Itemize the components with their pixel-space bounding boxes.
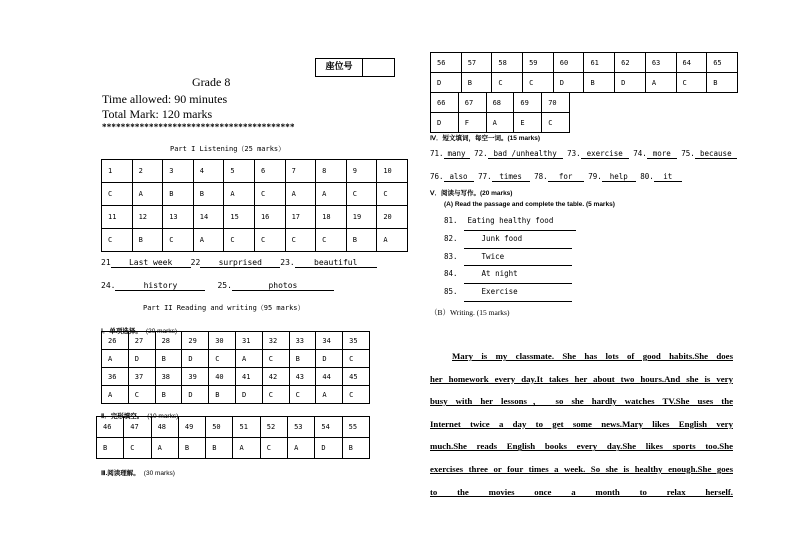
reading-top-row [431, 53, 738, 73]
listening-cell: 13 [163, 206, 194, 229]
single-choice-cell: B [209, 386, 236, 404]
reading-answer-table-top [430, 52, 738, 93]
single-choice-cell: 41 [235, 368, 262, 386]
sec1-marks: (20 marks) [145, 328, 177, 335]
single-choice-cell: 44 [316, 368, 343, 386]
reading-bottom-row [431, 113, 570, 133]
reading-bottom-row [431, 93, 570, 113]
seat-value [363, 59, 394, 76]
listening-cell: A [224, 183, 255, 206]
single-choice-cell: 43 [289, 368, 316, 386]
reading-bottom-cell: 67 [458, 93, 486, 113]
fill-80-answer: it [654, 172, 682, 182]
fill-75-num: 75. [681, 149, 695, 158]
fill-21-num: 21 [101, 258, 111, 267]
cloze-cell: B [206, 438, 233, 459]
fill-80-num: 80. [640, 172, 654, 181]
listening-cell: 10 [377, 160, 408, 183]
reading-top-cell: 57 [461, 53, 492, 73]
cloze-row [97, 438, 370, 459]
reading-bottom-cell: E [514, 113, 542, 133]
listening-cell: A [132, 183, 163, 206]
sec5b-instruction: （B）Writing. (15 marks) [430, 308, 510, 317]
sec1-label: Ⅰ．单项选择。 [101, 328, 142, 335]
listening-cell: C [224, 229, 255, 252]
reading-top-cell: 61 [584, 53, 615, 73]
reading-top-cell: 65 [707, 53, 738, 73]
fill-22-num: 22 [190, 258, 201, 267]
cloze-cell: C [124, 438, 151, 459]
single-choice-cell: A [102, 350, 129, 368]
listening-row [102, 183, 408, 206]
single-choice-cell: A [235, 350, 262, 368]
single-choice-cell: 26 [102, 332, 129, 350]
single-choice-cell: 34 [316, 332, 343, 350]
single-choice-cell: C [128, 386, 155, 404]
sec3-label: Ⅲ.阅读理解。 [101, 470, 140, 477]
table-fill-84 [444, 266, 576, 284]
fill-71-num: 71. [430, 149, 444, 158]
cloze-cell: A [288, 438, 315, 459]
star-divider: ***************************************** [102, 122, 295, 132]
essay-line-5-text: much.She reads English books every day.She likes sports too.She [430, 441, 733, 452]
fill-74-num: 74. [633, 149, 647, 158]
reading-bottom-cell: 68 [486, 93, 514, 113]
listening-cell: B [193, 183, 224, 206]
fill-73-num: 73. [567, 149, 581, 158]
listening-cell: 2 [132, 160, 163, 183]
single-choice-cell: 38 [155, 368, 182, 386]
table-fill-list [444, 213, 576, 302]
cloze-cell: D [315, 438, 342, 459]
fill-81-num: 81. [444, 216, 458, 225]
reading-top-cell: C [676, 73, 707, 93]
reading-top-cell: 63 [645, 53, 676, 73]
listening-cell: C [102, 183, 133, 206]
listening-cell: 1 [102, 160, 133, 183]
listening-cell: C [346, 183, 377, 206]
listening-cell: 8 [316, 160, 347, 183]
fill-82-answer: Junk food [464, 231, 572, 249]
listening-cell: 6 [254, 160, 285, 183]
fill-75-answer: because [695, 149, 737, 159]
cloze-cell: 52 [260, 417, 287, 438]
fill-76-num: 76. [430, 172, 444, 181]
seat-label: 座位号 [316, 59, 363, 76]
cloze-row [97, 417, 370, 438]
listening-cell: C [254, 183, 285, 206]
essay-line-4-text: Internet twice a day to get some news.Mary likes English very [430, 418, 733, 429]
fill-81-answer: Eating healthy food [464, 213, 576, 231]
essay-line-7-text: to the movies once a month to relax herself. [430, 486, 733, 497]
single-choice-row [102, 368, 370, 386]
listening-cell: 7 [285, 160, 316, 183]
fill-71-answer: many [444, 149, 470, 159]
single-choice-row [102, 350, 370, 368]
listening-cell: A [316, 183, 347, 206]
single-choice-cell: 27 [128, 332, 155, 350]
single-choice-cell: 30 [209, 332, 236, 350]
single-choice-cell: C [209, 350, 236, 368]
single-choice-cell: D [128, 350, 155, 368]
reading-bottom-cell: A [486, 113, 514, 133]
reading-top-cell: A [645, 73, 676, 93]
essay-line-6-text: exercises three or four times a week. So she is healthy enough.She goes [430, 463, 733, 474]
listening-cell: A [285, 183, 316, 206]
reading-top-cell: B [707, 73, 738, 93]
single-choice-row [102, 386, 370, 404]
fill-22-answer: surprised [200, 258, 280, 268]
single-choice-cell: A [102, 386, 129, 404]
sec2-marks: (10 marks) [147, 413, 179, 420]
listening-cell: 15 [224, 206, 255, 229]
listening-answer-table [101, 159, 408, 252]
reading-top-cell: 56 [431, 53, 462, 73]
fill-77-num: 77. [478, 172, 492, 181]
reading-top-cell: C [523, 73, 554, 93]
listening-cell: C [102, 229, 133, 252]
single-choice-cell: C [343, 386, 370, 404]
listening-cell: C [377, 183, 408, 206]
fill-85-answer: Exercise [464, 284, 572, 302]
word-fill-row-2 [430, 172, 682, 182]
reading-top-row [431, 73, 738, 93]
listening-cell: 9 [346, 160, 377, 183]
fill-74-answer: more [647, 149, 677, 159]
cloze-cell: B [178, 438, 205, 459]
listening-cell: A [193, 229, 224, 252]
table-fill-85 [444, 284, 576, 302]
cloze-cell: A [233, 438, 260, 459]
essay-line-2-text: her homework every day.It takes her about two hours.And she is very [430, 373, 733, 384]
cloze-cell: A [151, 438, 178, 459]
fill-72-answer: bad /unhealthy [488, 149, 563, 159]
cloze-cell: 51 [233, 417, 260, 438]
reading-top-cell: B [584, 73, 615, 93]
single-choice-cell: B [289, 350, 316, 368]
listening-cell: C [254, 229, 285, 252]
reading-top-cell: D [553, 73, 584, 93]
seat-box [315, 58, 395, 77]
part1-title: Part I Listening（25 marks） [170, 145, 286, 153]
listening-cell: B [132, 229, 163, 252]
table-fill-83 [444, 249, 576, 267]
essay-line-2 [430, 368, 733, 391]
single-choice-cell: 35 [343, 332, 370, 350]
listening-fill-row-2 [101, 281, 334, 291]
fill-82-num: 82. [444, 233, 458, 243]
listening-cell: 12 [132, 206, 163, 229]
sec5a-instruction: (A) Read the passage and complete the table. (5 marks) [444, 201, 615, 208]
single-choice-cell: 37 [128, 368, 155, 386]
essay-line-1-text: Mary is my classmate. She has lots of good habits.She does [452, 351, 733, 361]
single-choice-cell: C [262, 386, 289, 404]
single-choice-cell: B [155, 386, 182, 404]
total-mark: Total Mark: 120 marks [102, 107, 213, 121]
reading-top-cell: 62 [615, 53, 646, 73]
listening-cell: 16 [254, 206, 285, 229]
cloze-cell: C [260, 438, 287, 459]
reading-top-cell: 59 [523, 53, 554, 73]
single-choice-cell: D [182, 350, 209, 368]
single-choice-cell: D [235, 386, 262, 404]
sec3-heading [101, 462, 175, 480]
fill-85-num: 85. [444, 287, 458, 297]
single-choice-cell: 40 [209, 368, 236, 386]
essay-line-6 [430, 458, 733, 481]
cloze-answer-table [96, 416, 370, 459]
listening-cell: A [377, 229, 408, 252]
cloze-cell: 55 [342, 417, 369, 438]
listening-cell: 17 [285, 206, 316, 229]
reading-top-cell: 58 [492, 53, 523, 73]
part2-title: Part II Reading and writing（95 marks） [143, 304, 305, 312]
single-choice-cell: 28 [155, 332, 182, 350]
cloze-cell: 50 [206, 417, 233, 438]
fill-21-answer: Last week [111, 258, 191, 268]
single-choice-cell: 33 [289, 332, 316, 350]
listening-cell: B [163, 183, 194, 206]
listening-cell: 20 [377, 206, 408, 229]
fill-23-num: 23. [280, 258, 295, 267]
listening-cell: B [346, 229, 377, 252]
fill-25-num: 25. [217, 281, 232, 290]
sec3-marks: (30 marks) [143, 470, 175, 477]
listening-row [102, 206, 408, 229]
listening-cell: C [163, 229, 194, 252]
single-choice-cell: 39 [182, 368, 209, 386]
reading-top-cell: 60 [553, 53, 584, 73]
reading-bottom-cell: 66 [431, 93, 459, 113]
essay-line-7 [430, 481, 733, 504]
reading-top-cell: D [615, 73, 646, 93]
listening-fill-row-1 [101, 258, 377, 268]
cloze-cell: 48 [151, 417, 178, 438]
fill-77-answer: times [492, 172, 530, 182]
reading-bottom-cell: 70 [542, 93, 570, 113]
single-choice-answer-table [101, 331, 370, 404]
listening-row [102, 160, 408, 183]
single-choice-cell: C [343, 350, 370, 368]
listening-cell: 19 [346, 206, 377, 229]
fill-83-answer: Twice [464, 249, 572, 267]
fill-76-answer: also [444, 172, 474, 182]
listening-cell: C [285, 229, 316, 252]
essay-line-1 [430, 345, 733, 368]
single-choice-cell: 45 [343, 368, 370, 386]
reading-answer-table-bottom [430, 92, 570, 133]
fill-79-num: 79. [588, 172, 602, 181]
fill-24-answer: history [115, 281, 205, 291]
fill-83-num: 83. [444, 251, 458, 261]
single-choice-cell: C [289, 386, 316, 404]
listening-cell: 5 [224, 160, 255, 183]
essay-line-3 [430, 390, 733, 413]
reading-top-cell: B [461, 73, 492, 93]
single-choice-row [102, 332, 370, 350]
fill-79-answer: help [602, 172, 636, 182]
reading-top-cell: C [492, 73, 523, 93]
writing-essay [430, 345, 733, 503]
listening-cell: 4 [193, 160, 224, 183]
single-choice-cell: A [316, 386, 343, 404]
essay-line-3-text: busy with her lessons， so she hardly watches TV.She uses the [430, 396, 733, 407]
sec4-label: Ⅳ．短文填词，每空一词。(15 marks) [430, 135, 541, 142]
essay-line-5 [430, 435, 733, 458]
single-choice-cell: D [316, 350, 343, 368]
cloze-cell: 54 [315, 417, 342, 438]
fill-78-num: 78. [534, 172, 548, 181]
single-choice-cell: D [182, 386, 209, 404]
single-choice-cell: 32 [262, 332, 289, 350]
single-choice-cell: C [262, 350, 289, 368]
table-fill-82 [444, 231, 576, 249]
cloze-cell: B [97, 438, 124, 459]
fill-84-answer: At night [464, 266, 572, 284]
grade-title: Grade 8 [192, 75, 231, 89]
fill-78-answer: for [548, 172, 584, 182]
essay-line-4 [430, 413, 733, 436]
listening-cell: 3 [163, 160, 194, 183]
table-fill-81 [444, 213, 576, 231]
listening-cell: C [316, 229, 347, 252]
single-choice-cell: B [155, 350, 182, 368]
reading-top-cell: 64 [676, 53, 707, 73]
listening-cell: 14 [193, 206, 224, 229]
listening-cell: 11 [102, 206, 133, 229]
reading-bottom-cell: F [458, 113, 486, 133]
fill-72-num: 72. [474, 149, 488, 158]
reading-bottom-cell: D [431, 113, 459, 133]
fill-24-num: 24. [101, 281, 116, 290]
cloze-cell: B [342, 438, 369, 459]
word-fill-row-1 [430, 149, 737, 159]
reading-top-cell: D [431, 73, 462, 93]
fill-73-answer: exercise [581, 149, 629, 159]
single-choice-cell: 42 [262, 368, 289, 386]
cloze-cell: 46 [97, 417, 124, 438]
cloze-cell: 53 [288, 417, 315, 438]
single-choice-cell: 29 [182, 332, 209, 350]
reading-bottom-cell: 69 [514, 93, 542, 113]
cloze-cell: 47 [124, 417, 151, 438]
time-allowed: Time allowed: 90 minutes [102, 92, 228, 106]
sec2-label: Ⅱ．完形填空。 [101, 413, 144, 420]
reading-bottom-cell: C [542, 113, 570, 133]
fill-84-num: 84. [444, 269, 458, 279]
cloze-cell: 49 [178, 417, 205, 438]
fill-25-answer: photos [232, 281, 334, 291]
listening-cell: 18 [316, 206, 347, 229]
fill-23-answer: beautiful [295, 258, 377, 268]
sec5-label: Ⅴ．阅读与写作。(20 marks) [430, 190, 513, 197]
listening-row [102, 229, 408, 252]
single-choice-cell: 36 [102, 368, 129, 386]
single-choice-cell: 31 [235, 332, 262, 350]
